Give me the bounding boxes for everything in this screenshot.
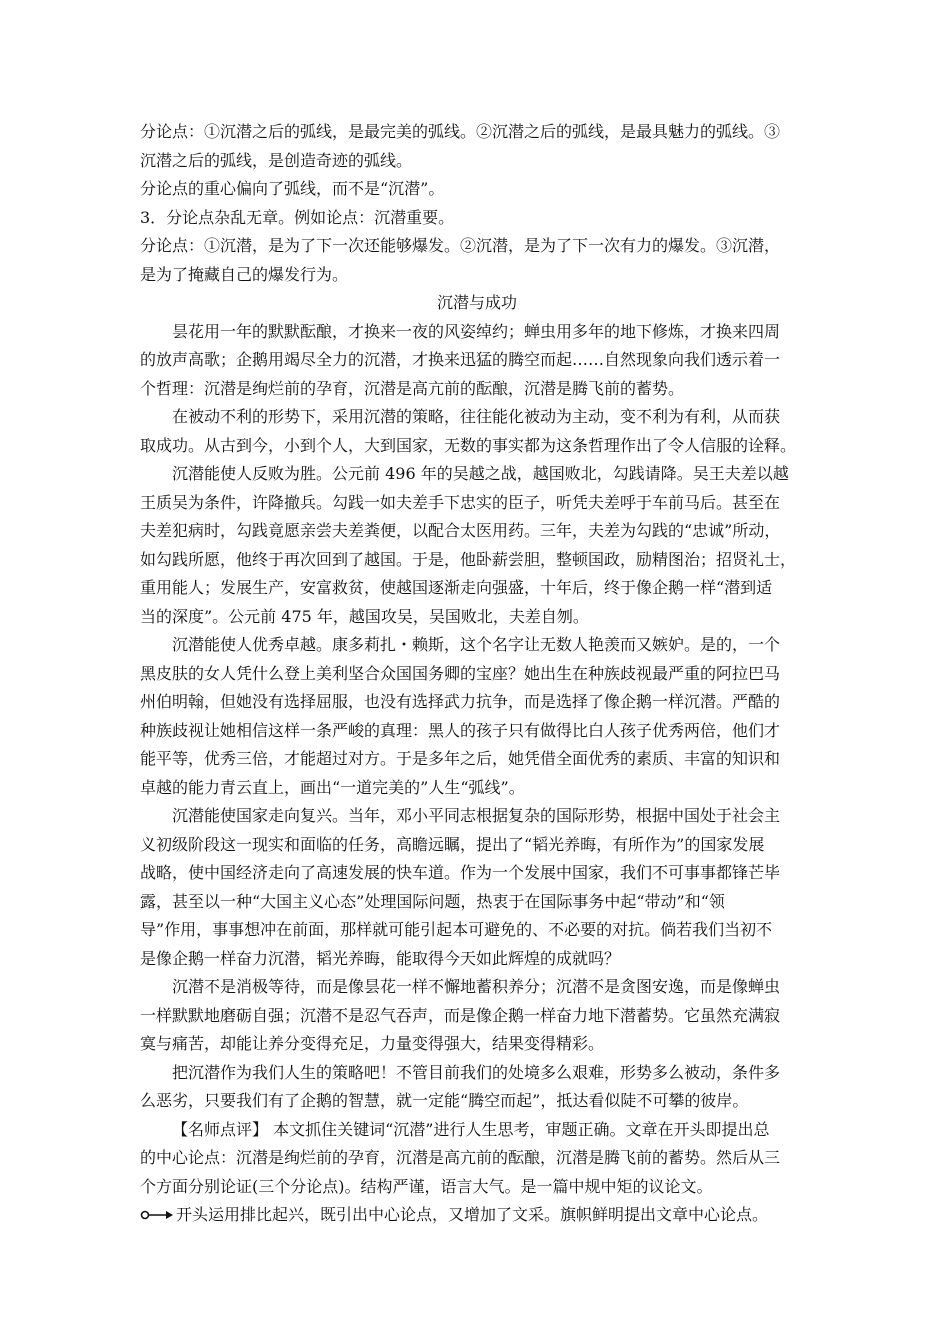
review-line: 个方面分别论证(三个分论点)。结构严谨，语言大气。是一篇中规中矩的议论文。 <box>140 1176 713 1196</box>
essay-line: 夫差犯病时，勾践竟愿亲尝夫差粪便，以配合太医用药。三年，夫差为勾践的“忠诚”所动， <box>140 521 781 540</box>
essay-line: 王质吴为条件，许降撤兵。勾践一如夫差手下忠实的臣子，听凭夫差呼于车前马后。甚至在 <box>140 492 781 512</box>
essay-line: 是像企鹅一样奋力沉潜，韬光养晦，能取得今天如此辉煌的成就吗？ <box>140 948 621 968</box>
text-line: 分论点：①沉潜，是为了下一次还能够爆发。②沉潜，是为了下一次有力的爆发。③沉潜， <box>140 236 781 255</box>
essay-line: 义初级阶段这一现实和面临的任务，高瞻远瞩，提出了“韬光养晦，有所作为”的国家发展 <box>140 834 765 854</box>
essay-line: 沉潜能使人优秀卓越。康多莉扎・赖斯，这个名字让无数人艳羡而又嫉妒。是的，一个 <box>172 635 781 654</box>
review-line: 【名师点评】 本文抓住关键词“沉潜”进行人生思考，审题正确。文章在开头即提出总 <box>172 1119 770 1139</box>
essay-line: 导”作用，事事想冲在前面，那样就可能引起本可避免的、不必要的对抗。倘若我们当初不 <box>140 920 773 939</box>
text-line: 是为了掩藏自己的爆发行为。 <box>140 264 349 284</box>
text-line: 分论点的重心偏向了弧线，而不是“沉潜”。 <box>140 179 445 198</box>
essay-line: 沉潜能使国家走向复兴。当年，邓小平同志根据复杂的国际形势，根据中国处于社会主 <box>172 806 781 825</box>
text-line: 分论点：①沉潜之后的弧线，是最完美的弧线。②沉潜之后的弧线，是最具魅力的弧线。③ <box>140 122 781 141</box>
essay-line: 黑皮肤的女人凭什么登上美利坚合众国国务卿的宝座？她出生在种族歧视最严重的阿拉巴马 <box>140 663 781 683</box>
essay-line: 重用能人；发展生产，安富救贫，使越国逐渐走向强盛，十年后，终于像企鹅一样“潜到适 <box>140 578 773 597</box>
text-line: 3．分论点杂乱无章。例如论点：沉潜重要。 <box>140 207 455 227</box>
essay-line: 沉潜能使人反败为胜。公元前 496 年的吴越之战，越国败北，勾践请降。吴王夫差以越 <box>172 464 789 483</box>
essay-line: 种族歧视让她相信这样一条严峻的真理：黑人的孩子只有做得比白人孩子优秀两倍，他们才 <box>140 720 781 740</box>
essay-line: 能平等，优秀三倍，才能超过对方。于是多年之后，她凭借全面优秀的素质、丰富的知识和 <box>140 749 781 768</box>
essay-line: 昙花用一年的默默酝酿，才换来一夜的风姿绰约；蝉虫用多年的地下修炼，才换来四周 <box>172 321 781 341</box>
essay-line: 把沉潜作为我们人生的策略吧！不管目前我们的处境多么艰难，形势多么被动，条件多 <box>172 1062 781 1082</box>
essay-line: 沉潜不是消极等待，而是像昙花一样不懈地蓄积养分；沉潜不是贪图安逸，而是像蝉虫 <box>172 977 781 996</box>
review-line: 的中心论点：沉潜是绚烂前的孕育，沉潜是高亢前的酝酿，沉潜是腾飞前的蓄势。然后从三 <box>140 1148 781 1167</box>
document-page <box>140 118 814 1230</box>
essay-line: 一样默默地磨砺自强；沉潜不是忍气吞声，而是像企鹅一样奋力地下潜蓄势。它虽然充满寂 <box>140 1005 781 1025</box>
essay-line: 的放声高歌；企鹅用竭尽全力的沉潜，才换来迅猛的腾空而起……自然现象向我们透示着一 <box>140 350 781 369</box>
essay-line: 露，甚至以一种“大国主义心态”处理国际问题，热衷于在国际事务中起“带动”和“领 <box>140 891 725 911</box>
arrow-connector-icon <box>140 1208 174 1222</box>
essay-title: 沉潜与成功 <box>436 293 517 312</box>
essay-line: 如勾践所愿，他终于再次回到了越国。于是，他卧薪尝胆，整顿国政，励精图治；招贤礼士， <box>140 549 797 569</box>
essay-line: 战略，使中国经济走向了高速发展的快车道。作为一个发展中国家，我们不可事事都锋芒毕 <box>140 863 781 882</box>
essay-line: 州伯明翰，但她没有选择屈服，也没有选择武力抗争，而是选择了像企鹅一样沉潜。严酷的 <box>140 692 781 711</box>
essay-line: 卓越的能力青云直上，画出“一道完美的”人生“弧线”。 <box>140 777 525 797</box>
essay-line: 在被动不利的形势下，采用沉潜的策略，往往能化被动为主动，变不利为有利，从而获 <box>172 407 781 426</box>
text-line: 沉潜之后的弧线，是创造奇迹的弧线。 <box>140 150 413 170</box>
essay-line: 取成功。从古到今，小到个人，大到国家，无数的事实都为这条哲理作出了令人信服的诠释。 <box>140 435 797 455</box>
essay-line: 寞与痛苦，却能让养分变得充足，力量变得强大，结果变得精彩。 <box>140 1034 605 1053</box>
essay-line: 么恶劣，只要我们有了企鹅的智慧，就一定能“腾空而起”，抵达看似陡不可攀的彼岸。 <box>140 1091 749 1110</box>
essay-line: 当的深度”。公元前 475 年，越国攻吴，吴国败北，夫差自刎。 <box>140 606 589 626</box>
annotation-text: 开头运用排比起兴，既引出中心论点，又增加了文采。旗帜鲜明提出文章中心论点。 <box>176 1205 769 1224</box>
annotation-note <box>140 1201 814 1230</box>
essay-line: 个哲理：沉潜是绚烂前的孕育，沉潜是高亢前的酝酿，沉潜是腾飞前的蓄势。 <box>140 378 685 398</box>
